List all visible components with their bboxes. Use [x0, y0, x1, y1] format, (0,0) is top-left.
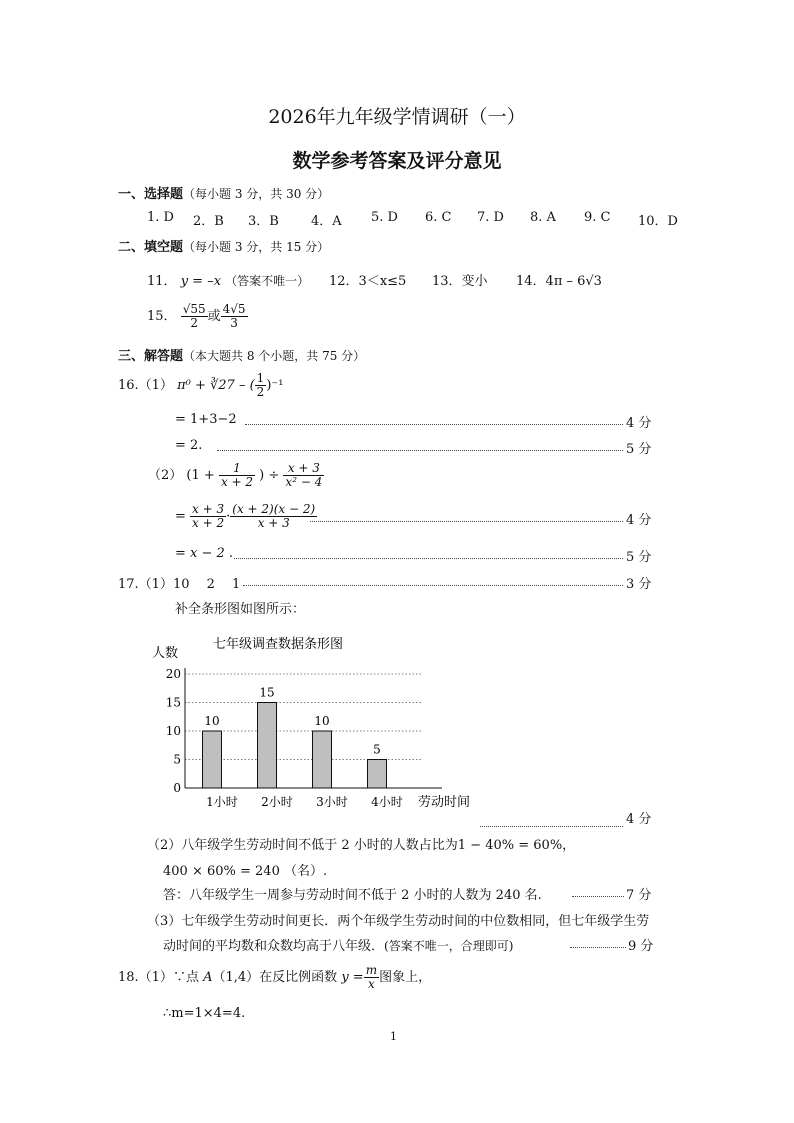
q17-part2-answer: 答：八年级学生一周参与劳动时间不低于 2 小时的人数为 240 名.: [163, 888, 542, 903]
q16-expr: π⁰ + ∛27 – (: [177, 378, 255, 394]
x-tick-label: 4小时: [371, 795, 403, 809]
q17-part2-line-b: 400 × 60% = 240 （名）.: [163, 864, 328, 879]
dot-leader: [310, 521, 623, 522]
q17-part2-score: 7 分: [626, 888, 652, 903]
q16-step-1: = 1+3−2: [175, 412, 237, 427]
x-tick-label: 1小时: [206, 795, 238, 809]
q16-part2-step-2: = x − 2 .: [175, 546, 234, 561]
bar: [368, 760, 387, 789]
answer-11-note: （答案不唯一）: [225, 274, 310, 288]
q17-part1-answer: 17.（1）10 2 1: [118, 577, 241, 592]
answer-12: [329, 270, 406, 289]
fraction-denominator: 2: [256, 385, 265, 400]
answer-14: [516, 270, 602, 289]
bar: [258, 703, 277, 789]
page-title: 2026年九年级学情调研（一）: [268, 106, 526, 128]
fraction-denominator: x + 2: [220, 475, 254, 490]
bar: [313, 731, 332, 788]
q16-part2-expression: [148, 462, 324, 489]
q16-score-1: 4 分: [626, 416, 652, 431]
q16-part2-score-1: 4 分: [626, 513, 652, 528]
answer-14-expr: 4π – 6√3: [545, 274, 602, 289]
x-axis-label: 劳动时间: [418, 795, 471, 810]
y-axis-label: 人数: [152, 646, 179, 661]
answer-15-fraction-1: [181, 303, 208, 330]
dot-leader: [234, 558, 623, 559]
mc-answer: 7. D: [477, 210, 504, 225]
q16-part2-fraction-1: [219, 462, 255, 489]
answer-11-expr: y = –x: [180, 274, 222, 289]
fraction-denominator: 2: [190, 316, 198, 331]
fraction-denominator: x: [367, 977, 375, 992]
fraction-denominator: x + 2: [192, 516, 225, 531]
fraction-numerator: 4√5: [222, 302, 246, 316]
dot-leader: [480, 826, 623, 827]
y-tick-label: 0: [173, 781, 181, 795]
q17-chart-intro: 补全条形图如图所示：: [175, 602, 306, 617]
q18-point: A: [203, 970, 213, 986]
multiply-dot: ·: [226, 509, 231, 525]
q17-part3-note: (答案不唯一，合理即可): [384, 939, 514, 953]
q17-part2-line-a: （2）八年级学生劳动时间不低于 2 小时的人数占比为1 − 40% = 60%，: [147, 838, 576, 853]
q16-part2-step-1: [175, 503, 317, 530]
mc-answer: 5. D: [371, 210, 398, 225]
answer-15-fraction-2: [221, 303, 248, 330]
section-1-heading: [118, 183, 329, 202]
q16-part2-score-2: 5 分: [626, 550, 652, 565]
q18-func-pre: y =: [341, 970, 364, 986]
q16-label: 16.（1）: [118, 378, 173, 394]
x-tick-label: 3小时: [316, 795, 348, 809]
bar-value-label: 10: [204, 714, 220, 728]
q16-score-2: 5 分: [626, 442, 652, 457]
q16-part2-mid: ) ÷: [259, 468, 280, 484]
section-3-heading: [118, 345, 365, 364]
q18-part1-line-a: [118, 964, 431, 991]
chart-title: 七年级调查数据条形图: [213, 637, 344, 652]
answer-12-label: 12．: [329, 274, 359, 289]
mc-answer: 1. D: [147, 210, 174, 225]
answer-12-expr: 3＜x≤5: [358, 274, 407, 289]
q18-part1-line-b: ∴m=1×4=4.: [163, 1006, 246, 1021]
section-1-note: （每小题 3 分，共 30 分）: [183, 187, 330, 201]
section-3-note: （本大题共 8 个小题，共 75 分）: [183, 349, 366, 363]
fraction-numerator: x + 3: [283, 462, 324, 476]
mc-answer: 4．A: [311, 214, 342, 229]
q16-fraction: [255, 372, 267, 399]
q16-part2-pre: (1 +: [186, 468, 215, 484]
mc-answer: 6. C: [425, 210, 452, 225]
mc-answer: 8. A: [530, 210, 556, 225]
q18-coords: （1,4）在反比例函数: [212, 970, 338, 986]
q18-func-fraction: [364, 964, 379, 991]
answer-14-label: 14．: [516, 274, 546, 289]
mc-answer: 10．D: [638, 214, 678, 229]
bar-chart: [140, 628, 500, 813]
q16-expr-tail: )⁻¹: [266, 378, 284, 394]
answer-11-label: 11．: [147, 274, 177, 289]
mc-answer: 9. C: [584, 210, 611, 225]
dot-leader: [245, 424, 623, 425]
y-tick-label: 20: [165, 667, 181, 681]
q16-part2-step1-fraction-1: [190, 503, 226, 530]
dot-leader: [570, 947, 626, 948]
fraction-numerator: (x + 2)(x − 2): [232, 502, 316, 516]
fraction-denominator: x + 3: [257, 516, 290, 531]
q16-part1-expression: [118, 372, 283, 399]
section-2-heading: [118, 236, 329, 255]
fraction-numerator: x + 3: [192, 502, 225, 516]
fraction-numerator: 1: [219, 462, 255, 476]
q17-score-1: 3 分: [626, 577, 652, 592]
fraction-numerator: 1: [256, 371, 265, 385]
y-tick-label: 10: [165, 724, 181, 738]
mc-answer: 3．B: [248, 214, 279, 229]
answer-15: [147, 303, 248, 330]
page-number: 1: [390, 1030, 397, 1043]
section-3-title: 三、解答题: [118, 349, 184, 364]
equals-sign: =: [175, 509, 186, 525]
q17-part3-text: 动时间的平均数和众数均高于八年级．: [163, 939, 385, 954]
dot-leader: [243, 585, 623, 586]
fraction-denominator: x² − 4: [285, 475, 323, 490]
q17-part3-score: 9 分: [628, 939, 654, 954]
y-tick-label: 15: [165, 695, 181, 710]
dot-leader: [572, 896, 624, 897]
mc-answer: 2．B: [193, 214, 224, 229]
q16-part2-step1-fraction-2: [230, 503, 317, 530]
answer-15-label: 15．: [147, 309, 177, 325]
section-1-title: 一、选择题: [118, 187, 184, 202]
q17-part3-line-a: （3）七年级学生劳动时间更长．两个年级学生劳动时间的中位数相同，但七年级学生劳: [147, 914, 650, 929]
x-tick-label: 2小时: [261, 795, 293, 809]
answer-13: 13．变小: [432, 274, 488, 289]
section-2-note: （每小题 3 分，共 15 分）: [183, 240, 330, 254]
bar-value-label: 15: [259, 685, 275, 700]
y-tick-label: 5: [173, 752, 181, 767]
page-subtitle: 数学参考答案及评分意见: [292, 150, 502, 172]
q18-label: 18.（1）∵点: [118, 970, 199, 986]
q18-tail: 图象上，: [379, 970, 432, 986]
fraction-denominator: 3: [230, 316, 238, 331]
bar-value-label: 10: [314, 714, 330, 728]
q17-part3-line-b: [163, 935, 513, 954]
answer-15-or: 或: [207, 309, 221, 325]
q16-part2-fraction-2: [283, 462, 324, 489]
answer-11: [147, 270, 309, 289]
q17-score-chart: 4 分: [626, 812, 652, 827]
chart-bars: [203, 686, 387, 789]
dot-leader: [217, 450, 623, 451]
fraction-numerator: m: [365, 963, 378, 977]
q16-step-2: = 2.: [175, 438, 203, 453]
fraction-numerator: √55: [182, 302, 206, 316]
q16-part2-label: （2）: [148, 468, 183, 484]
section-2-title: 二、填空题: [118, 240, 184, 255]
bar: [203, 731, 222, 788]
bar-value-label: 5: [373, 742, 381, 757]
